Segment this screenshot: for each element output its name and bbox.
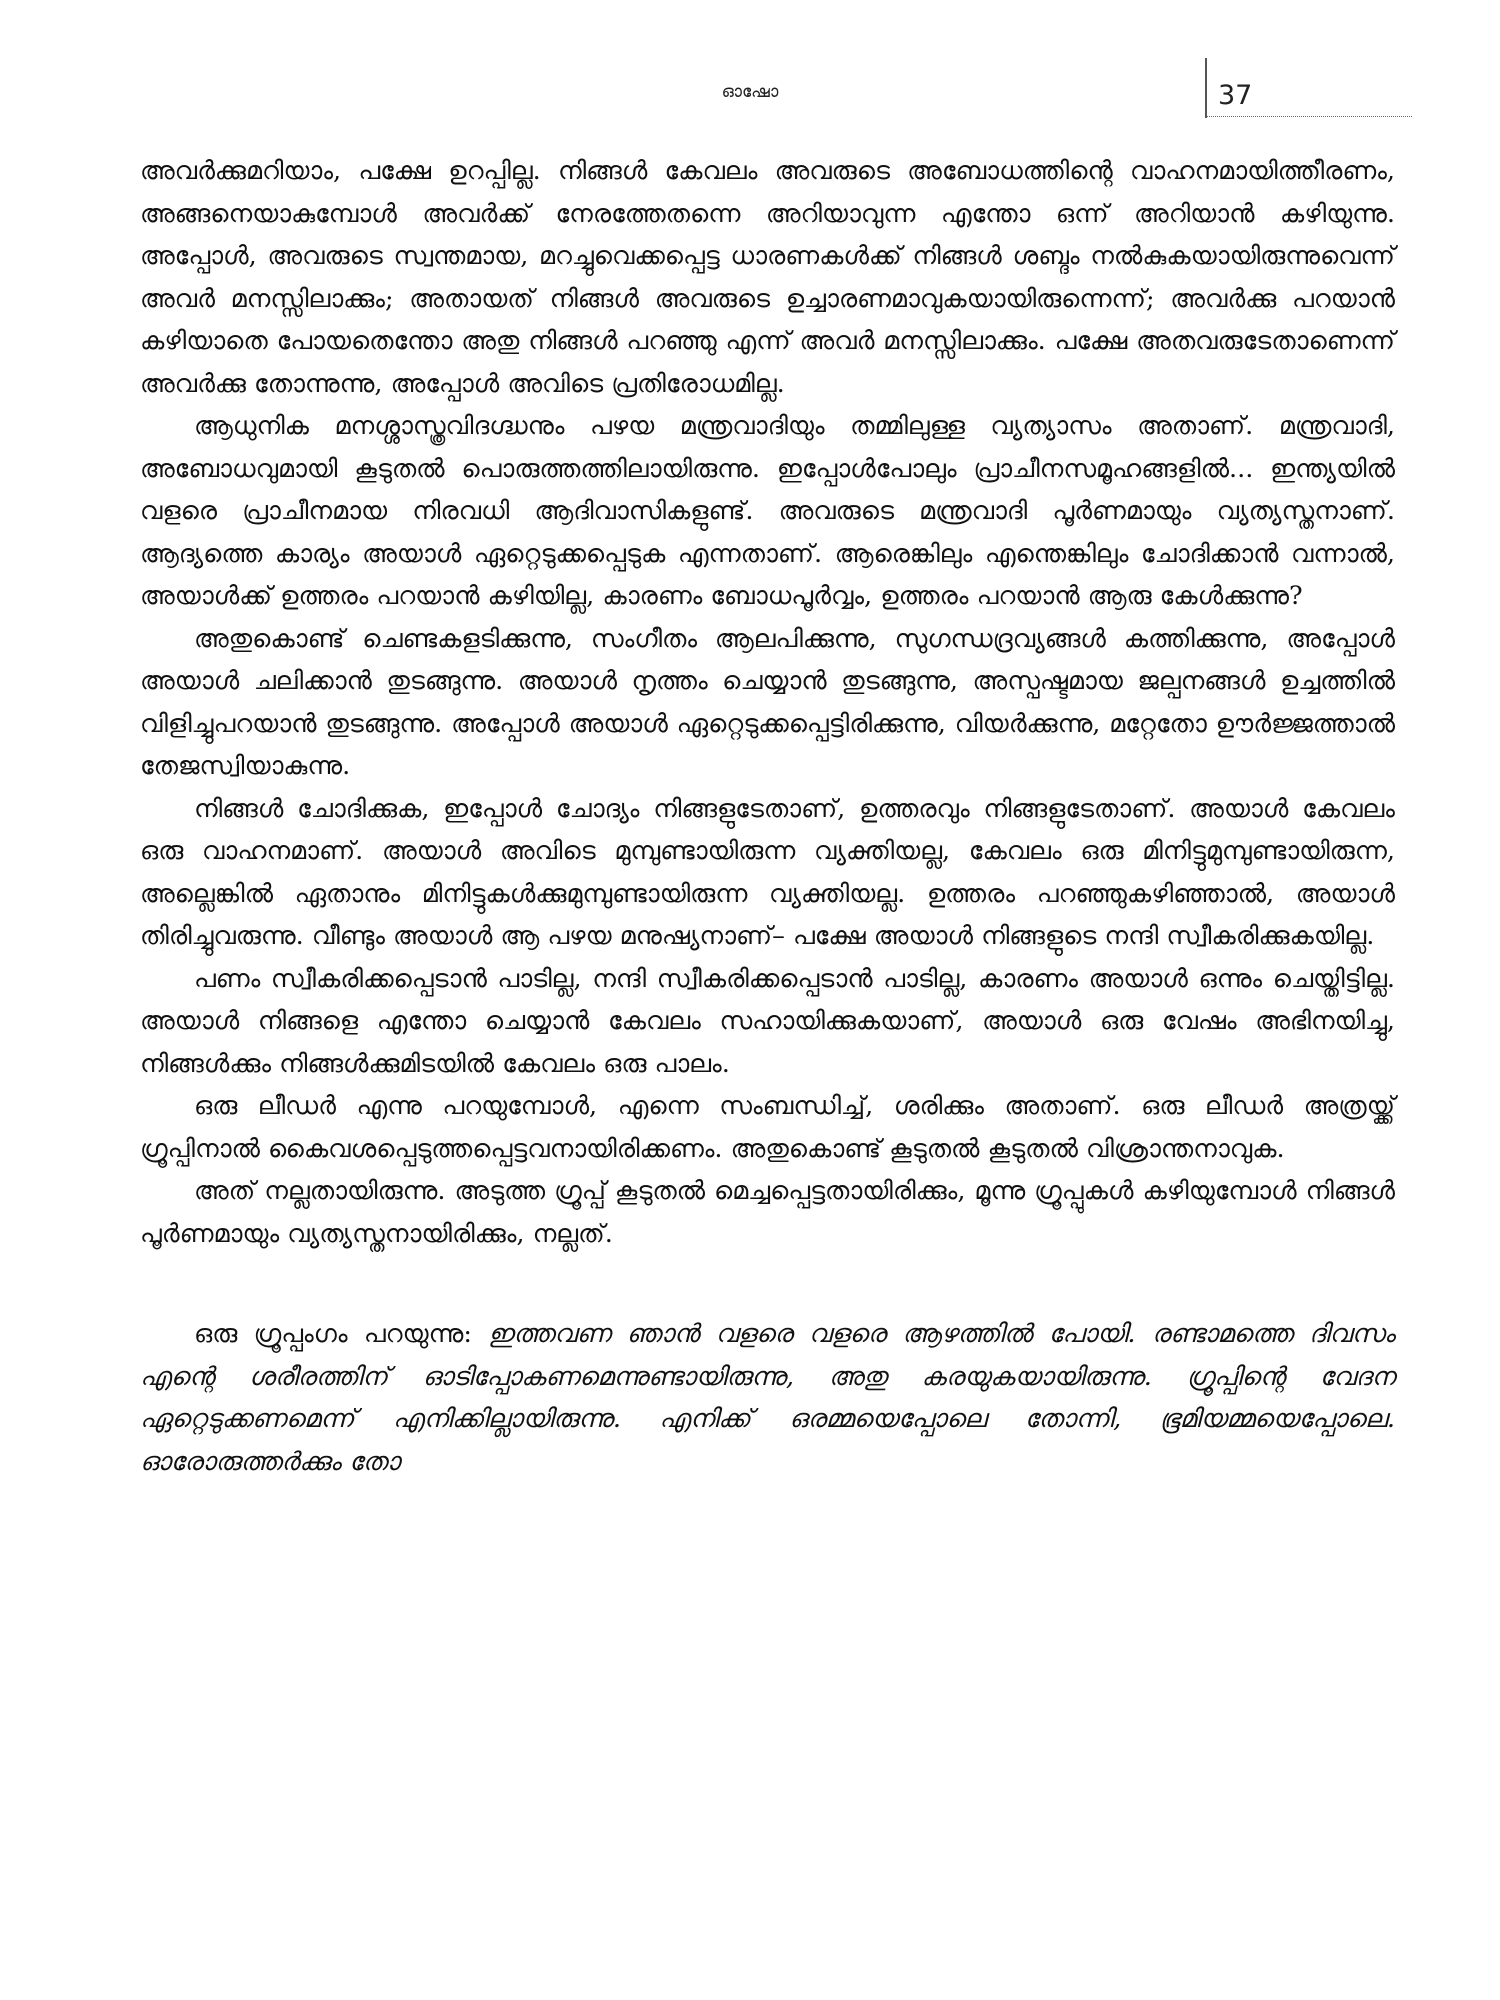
paragraph: പണം സ്വീകരിക്കപ്പെടാൻ പാടില്ല, നന്ദി സ്വീകരിക്കപ്പെടാൻ പാടില്ല, കാരണം അയാൾ ഒന്നും ചെയ്തിട്ടില്ല. അയാൾ നിങ്ങളെ എന്തോ ചെയ്യാൻ കേവലം സഹായിക്കുകയാണ്, അയാൾ ഒരു വേഷം അഭിനയിച്ചു, നിങ്ങൾക്കും നിങ്ങൾക്കുമിടയിൽ കേവലം ഒരു പാലം. (140, 963, 1395, 1079)
page-header (0, 0, 1500, 120)
section-gap (140, 1255, 1395, 1313)
page-number: 37 (1218, 80, 1253, 111)
quote-paragraph (140, 1313, 1395, 1483)
paragraph: ആധുനിക മനശ്ശാസ്ത്രവിദഗ്ദ്ധനും പഴയ മന്ത്രവാദിയും തമ്മിലുള്ള വ്യത്യാസം അതാണ്. മന്ത്രവാദി, അബോധവുമായി കൂടുതൽ പൊരുത്തത്തിലായിരുന്നു. ഇപ്പോൾപോലും പ്രാചീനസമൂഹങ്ങളിൽ... ഇന്ത്യയിൽ വളരെ പ്രാചീനമായ നിരവധി ആദിവാസികളുണ്ട്. അവരുടെ മന്ത്രവാദി പൂർണമായും വ്യത്യസ്തനാണ്. ആദ്യത്തെ കാര്യം അയാൾ ഏറ്റെടുക്കപ്പെടുക എന്നതാണ്. ആരെങ്കിലും എന്തെങ്കിലും ചോദിക്കാൻ വന്നാൽ, അയാൾക്ക് ഉത്തരം പറയാൻ കഴിയില്ല, കാരണം ബോധപൂർവ്വം, ഉത്തരം പറയാൻ ആരു കേൾക്കുന്നു? (140, 411, 1395, 611)
paragraph: അത് നല്ലതായിരുന്നു. അടുത്ത ഗ്രൂപ്പ് കൂടുതൽ മെച്ചപ്പെട്ടതായിരിക്കും, മൂന്നു ഗ്രൂപ്പുകൾ കഴിയുമ്പോൾ നിങ്ങൾ പൂർണമായും വ്യത്യസ്തനായിരിക്കും, നല്ലത്. (140, 1176, 1395, 1249)
paragraph: അവർക്കുമറിയാം, പക്ഷേ ഉറപ്പില്ല. നിങ്ങൾ കേവലം അവരുടെ അബോധത്തിന്റെ വാഹനമായിത്തീരണം, അങ്ങനെയാകുമ്പോൾ അവർക്ക് നേരത്തേതന്നെ അറിയാവുന്ന എന്തോ ഒന്ന് അറിയാൻ കഴിയുന്നു. അപ്പോൾ, അവരുടെ സ്വന്തമായ, മറച്ചുവെക്കപ്പെട്ട ധാരണകൾക്ക് നിങ്ങൾ ശബ്ദം നൽകുകയായിരുന്നുവെന്ന് അവർ മനസ്സിലാക്കും; അതായത് നിങ്ങൾ അവരുടെ ഉച്ചാരണമാവുകയായിരുന്നെന്ന്; അവർക്കു പറയാൻ കഴിയാതെ പോയതെന്തോ അതു നിങ്ങൾ പറഞ്ഞു എന്ന് അവർ മനസ്സിലാക്കും. പക്ഷേ അതവരുടേതാണെന്ന് അവർക്കു തോന്നുന്നു, അപ്പോൾ അവിടെ പ്രതിരോധമില്ല. (140, 156, 1395, 399)
page-number-divider (1205, 58, 1207, 118)
paragraph: ഒരു ലീഡർ എന്നു പറയുമ്പോൾ, എന്നെ സംബന്ധിച്ച്, ശരിക്കും അതാണ്. ഒരു ലീഡർ അത്രയ്ക്ക് ഗ്രൂപ്പിനാൽ കൈവശപ്പെടുത്തപ്പെട്ടവനായിരിക്കണം. അതുകൊണ്ട് കൂടുതൽ കൂടുതൽ വിശ്രാന്തനാവുക. (140, 1091, 1395, 1164)
body-text (140, 150, 1395, 1483)
paragraph: അതുകൊണ്ട് ചെണ്ടകളടിക്കുന്നു, സംഗീതം ആലപിക്കുന്നു, സുഗന്ധദ്രവ്യങ്ങൾ കത്തിക്കുന്നു, അപ്പോൾ അയാൾ ചലിക്കാൻ തുടങ്ങുന്നു. അയാൾ നൃത്തം ചെയ്യാൻ തുടങ്ങുന്നു, അസ്പഷ്ടമായ ജല്പനങ്ങൾ ഉച്ചത്തിൽ വിളിച്ചുപറയാൻ തുടങ്ങുന്നു. അപ്പോൾ അയാൾ ഏറ്റെടുക്കപ്പെട്ടിരിക്കുന്നു, വിയർക്കുന്നു, മറ്റേതോ ഊർജ്ജത്താൽ തേജസ്വിയാകുന്നു. (140, 623, 1395, 781)
running-title: ഓഷോ (721, 82, 779, 102)
quote-speaker: ഒരു ഗ്രൂപ്പംഗം പറയുന്നു: (194, 1319, 489, 1349)
quote-text: ഇത്തവണ ഞാൻ വളരെ വളരെ ആഴത്തിൽ പോയി. രണ്ടാമത്തെ ദിവസം എന്റെ ശരീരത്തിന് ഓടിപ്പോകണമെന്നുണ്ടായിരുന്നു, അതു കരയുകയായിരുന്നു. ഗ്രൂപ്പിന്റെ വേദന ഏറ്റെടുക്കണമെന്ന് എനിക്കില്ലായിരുന്നു. എനിക്ക് ഒരമ്മയെപ്പോലെ തോന്നി, ഭൂമിയമ്മയെപ്പോലെ. ഓരോരുത്തർക്കും തോ (140, 1319, 1395, 1477)
paragraph: നിങ്ങൾ ചോദിക്കുക, ഇപ്പോൾ ചോദ്യം നിങ്ങളുടേതാണ്, ഉത്തരവും നിങ്ങളുടേതാണ്. അയാൾ കേവലം ഒരു വാഹനമാണ്. അയാൾ അവിടെ മുമ്പുണ്ടായിരുന്ന വ്യക്തിയല്ല, കേവലം ഒരു മിനിട്ടുമുമ്പുണ്ടായിരുന്ന, അല്ലെങ്കിൽ ഏതാനും മിനിട്ടുകൾക്കുമുമ്പുണ്ടായിരുന്ന വ്യക്തിയല്ല. ഉത്തരം പറഞ്ഞുകഴിഞ്ഞാൽ, അയാൾ തിരിച്ചുവരുന്നു. വീണ്ടും അയാൾ ആ പഴയ മനുഷ്യനാണ്– പക്ഷേ അയാൾ നിങ്ങളുടെ നന്ദി സ്വീകരിക്കുകയില്ല. (140, 793, 1395, 951)
page-number-underline (1207, 116, 1412, 117)
